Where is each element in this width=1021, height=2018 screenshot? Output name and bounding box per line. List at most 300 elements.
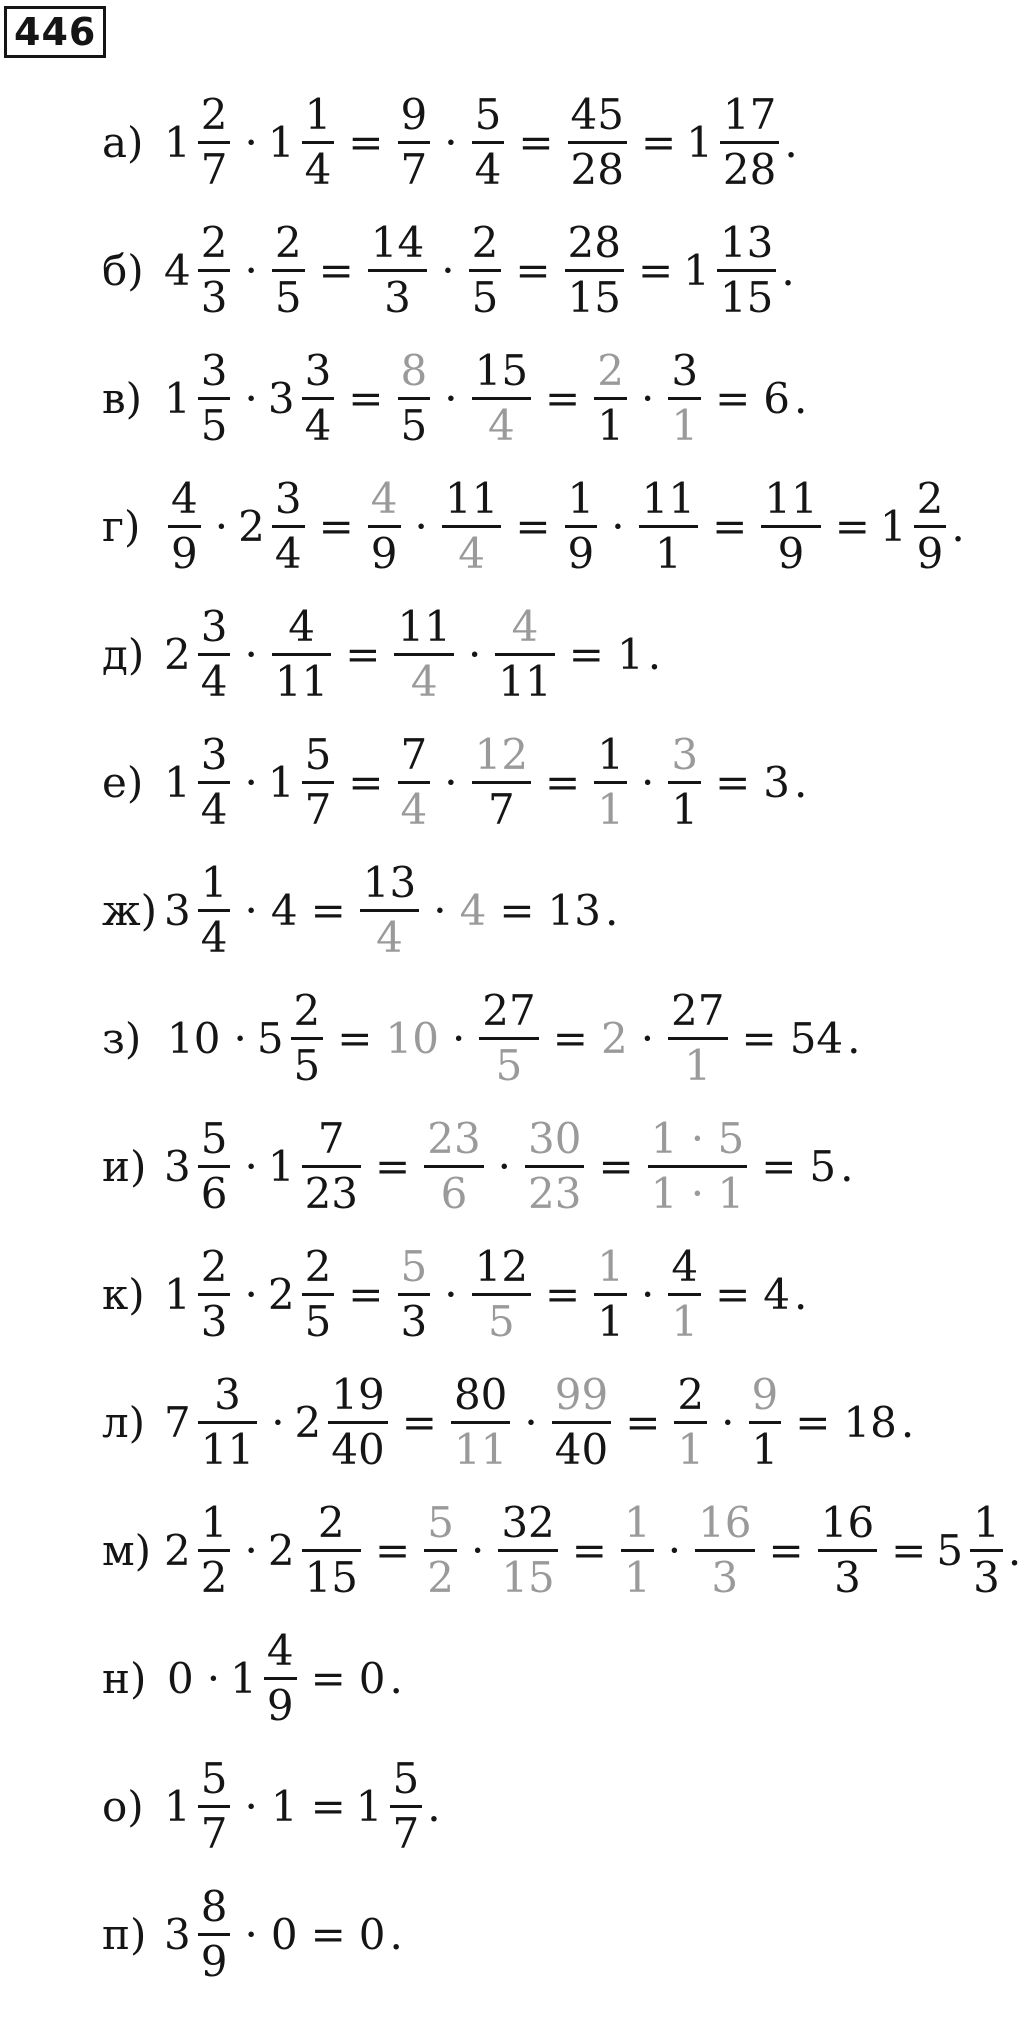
numerator: 5 (474, 90, 502, 140)
whole-part: 1 (164, 1781, 191, 1831)
fraction (525, 1115, 584, 1216)
fraction-part (198, 1883, 231, 1984)
whole-part: 2 (267, 1525, 295, 1575)
equals-sign: = (571, 1525, 607, 1575)
fraction-bar (472, 397, 531, 400)
fraction-part (198, 859, 231, 960)
fraction (272, 603, 331, 704)
numerator: 2 (200, 218, 228, 268)
equation-line (102, 1486, 1021, 1614)
mixed-number (164, 1115, 234, 1216)
whole-part: 2 (164, 629, 191, 679)
fraction-bar (424, 1165, 483, 1168)
fraction-bar (198, 1933, 231, 1936)
fraction (472, 347, 531, 448)
equals-sign: = (625, 1397, 661, 1447)
denominator: 1 · 1 (650, 1168, 745, 1218)
fraction (424, 1115, 483, 1216)
denominator: 3 (711, 1552, 739, 1602)
fraction (398, 731, 431, 832)
item-label: о) (102, 1781, 144, 1831)
numerator: 1 (304, 90, 332, 140)
equals-sign: = (515, 501, 551, 551)
equals-sign: = (741, 1013, 777, 1063)
multiply-sign: · (467, 629, 482, 679)
fraction (168, 475, 201, 576)
number: 4 (459, 885, 487, 935)
numerator: 9 (400, 90, 428, 140)
fraction (749, 1371, 782, 1472)
numerator: 3 (274, 474, 302, 524)
fraction-bar (472, 141, 505, 144)
number: 10 (167, 1013, 221, 1063)
fraction-bar (398, 781, 431, 784)
whole-part: 3 (164, 1909, 191, 1959)
numerator: 13 (362, 858, 417, 908)
multiply-sign: · (721, 1397, 735, 1447)
fraction (552, 1371, 611, 1472)
fraction-part (198, 731, 231, 832)
denominator: 1 (597, 400, 624, 450)
multiply-sign: · (244, 757, 258, 807)
fraction-bar (668, 1037, 727, 1040)
mixed-number (268, 347, 338, 448)
whole-part: 3 (267, 373, 295, 423)
denominator: 4 (474, 144, 502, 194)
denominator: 4 (487, 400, 515, 450)
numerator: 23 (427, 1114, 481, 1164)
equals-sign: = (834, 501, 870, 551)
equation-line (102, 78, 952, 206)
mixed-number (686, 91, 783, 192)
solution-lines (102, 78, 1021, 1998)
equals-sign: = (518, 117, 554, 167)
denominator: 9 (200, 1936, 228, 1986)
fraction (668, 731, 701, 832)
mixed-number (164, 1243, 234, 1344)
numerator: 27 (482, 986, 536, 1036)
denominator: 11 (453, 1424, 508, 1474)
denominator: 1 (684, 1040, 712, 1090)
equation (164, 987, 861, 1088)
fraction-part (198, 1755, 231, 1856)
fraction-bar (668, 1293, 701, 1296)
fraction (398, 1243, 431, 1344)
fraction-bar (495, 653, 554, 656)
multiply-sign: · (244, 1269, 258, 1319)
whole-part: 1 (267, 757, 295, 807)
numerator: 8 (400, 346, 428, 396)
fraction (639, 475, 698, 576)
denominator: 4 (458, 528, 485, 578)
denominator: 3 (973, 1552, 1000, 1602)
fraction-bar (720, 141, 779, 144)
multiply-sign: · (244, 1141, 258, 1191)
equation (164, 1371, 914, 1472)
mixed-number (164, 1371, 261, 1472)
item-label: з) (102, 1013, 142, 1063)
whole-part: 5 (936, 1525, 964, 1575)
mixed-number (164, 1755, 234, 1856)
denominator: 7 (200, 1808, 228, 1858)
fraction (469, 219, 502, 320)
equation-line (102, 1358, 952, 1486)
numerator: 28 (567, 218, 621, 268)
numerator: 1 (200, 858, 228, 908)
mixed-number (295, 1371, 392, 1472)
number: 0 (270, 1909, 298, 1959)
denominator: 28 (570, 144, 624, 194)
denominator: 5 (200, 400, 228, 450)
denominator: 4 (400, 784, 428, 834)
denominator: 1 (671, 1296, 699, 1346)
fraction-bar (469, 269, 502, 272)
fraction-bar (198, 909, 231, 912)
fraction-bar (498, 1549, 557, 1552)
fraction-part (291, 987, 324, 1088)
numerator: 1 (597, 1242, 624, 1292)
multiply-sign: · (244, 245, 258, 295)
item-label: б) (102, 245, 144, 295)
denominator: 5 (304, 1296, 332, 1346)
numerator: 12 (474, 1242, 529, 1292)
equals-sign: = (375, 1141, 411, 1191)
fraction-bar (565, 269, 624, 272)
numerator: 4 (171, 474, 198, 524)
number: 10 (385, 1013, 439, 1063)
item-label: е) (102, 757, 144, 807)
period: . (794, 373, 808, 423)
number: 0 (167, 1653, 194, 1703)
equals-sign: = (545, 757, 581, 807)
denominator: 1 (597, 1296, 624, 1346)
numerator: 2 (304, 1242, 332, 1292)
multiply-sign: · (611, 501, 625, 551)
numerator: 11 (641, 474, 696, 524)
fraction-bar (594, 397, 627, 400)
whole-part: 1 (267, 117, 295, 167)
fraction-bar (198, 1293, 231, 1296)
numerator: 1 (597, 730, 624, 780)
fraction-bar (565, 525, 598, 528)
numerator: 5 (427, 1498, 454, 1548)
equation (164, 731, 807, 832)
numerator: 3 (671, 730, 699, 780)
denominator: 1 (671, 784, 699, 834)
mixed-number (164, 347, 234, 448)
equals-sign: = (545, 1269, 581, 1319)
equation (164, 347, 807, 448)
numerator: 4 (370, 474, 398, 524)
multiply-sign: · (497, 1141, 512, 1191)
numerator: 19 (331, 1370, 385, 1420)
fraction-bar (264, 1677, 297, 1680)
numerator: 32 (501, 1498, 555, 1548)
fraction (368, 219, 427, 320)
multiply-sign: · (470, 1525, 485, 1575)
fraction-part (302, 731, 335, 832)
equation-line (102, 334, 952, 462)
numerator: 4 (671, 1242, 699, 1292)
fraction-bar (717, 269, 776, 272)
equation (164, 475, 965, 576)
mixed-number (164, 1499, 234, 1600)
item-label: п) (102, 1909, 147, 1959)
fraction-bar (442, 525, 501, 528)
whole-part: 2 (294, 1397, 322, 1447)
fraction (594, 1243, 627, 1344)
whole-part: 3 (164, 1141, 191, 1191)
denominator: 1 (677, 1424, 705, 1474)
period: . (794, 1269, 808, 1319)
multiply-sign: · (667, 1525, 682, 1575)
equation (164, 1243, 807, 1344)
equals-sign: = (310, 1653, 346, 1703)
fraction-bar (360, 909, 419, 912)
equals-sign: = (768, 1525, 804, 1575)
numerator: 5 (400, 1242, 428, 1292)
fraction-bar (198, 1549, 231, 1552)
denominator: 6 (440, 1168, 468, 1218)
mixed-number (268, 1243, 338, 1344)
denominator: 2 (200, 1552, 228, 1602)
denominator: 28 (722, 144, 777, 194)
mixed-number (164, 219, 234, 320)
mixed-number (164, 859, 234, 960)
denominator: 1 (751, 1424, 779, 1474)
fraction-bar (198, 1165, 231, 1168)
fraction (272, 219, 305, 320)
equals-sign: = (345, 629, 381, 679)
number: 4 (763, 1269, 791, 1319)
multiply-sign: · (640, 1269, 655, 1319)
fraction-bar (168, 525, 201, 528)
item-label: д) (102, 629, 145, 679)
fraction-part (302, 1499, 361, 1600)
number: 0 (358, 1653, 386, 1703)
fraction-bar (424, 1549, 457, 1552)
numerator: 1 (567, 474, 595, 524)
fraction (442, 475, 501, 576)
numerator: 16 (698, 1498, 752, 1548)
numerator: 14 (370, 218, 425, 268)
fraction-bar (198, 141, 231, 144)
fraction (818, 1499, 877, 1600)
denominator: 5 (495, 1040, 523, 1090)
equals-sign: = (318, 501, 354, 551)
numerator: 11 (397, 602, 451, 652)
fraction-bar (394, 653, 453, 656)
fraction-bar (818, 1549, 877, 1552)
fraction (424, 1499, 457, 1600)
period: . (951, 501, 965, 551)
numerator: 2 (293, 986, 321, 1036)
denominator: 3 (834, 1552, 861, 1602)
period: . (647, 629, 662, 679)
fraction-bar (472, 781, 531, 784)
equation (164, 219, 795, 320)
multiply-sign: · (444, 1269, 458, 1319)
whole-part: 1 (683, 245, 710, 295)
equals-sign: = (715, 757, 751, 807)
numerator: 2 (471, 218, 499, 268)
multiply-sign: · (444, 757, 458, 807)
numerator: 45 (570, 90, 624, 140)
denominator: 7 (487, 784, 515, 834)
denominator: 3 (384, 272, 411, 322)
fraction-part (914, 475, 947, 576)
fraction-bar (594, 1293, 627, 1296)
whole-part: 1 (267, 1141, 295, 1191)
numerator: 4 (266, 1626, 294, 1676)
fraction-bar (198, 1421, 257, 1424)
denominator: 3 (200, 1296, 228, 1346)
equals-sign: = (640, 117, 677, 167)
denominator: 5 (274, 272, 302, 322)
numerator: 1 (973, 1498, 1000, 1548)
fraction-bar (914, 525, 947, 528)
denominator: 9 (370, 528, 398, 578)
equation-line (102, 206, 952, 334)
denominator: 4 (304, 144, 332, 194)
mixed-number (268, 1115, 365, 1216)
equals-sign: = (310, 1909, 346, 1959)
equals-sign: = (568, 629, 604, 679)
multiply-sign: · (244, 373, 258, 423)
numerator: 30 (528, 1114, 582, 1164)
fraction-bar (198, 269, 231, 272)
numerator: 15 (474, 346, 529, 396)
denominator: 3 (200, 272, 228, 322)
equation (164, 1627, 403, 1728)
fraction-bar (639, 525, 698, 528)
fraction (398, 91, 431, 192)
fraction-part (198, 1115, 231, 1216)
denominator: 9 (916, 528, 944, 578)
fraction (498, 1499, 557, 1600)
fraction-bar (594, 781, 627, 784)
item-label: и) (102, 1141, 147, 1191)
denominator: 7 (400, 144, 428, 194)
period: . (389, 1653, 403, 1703)
period: . (389, 1909, 403, 1959)
equation (164, 1883, 403, 1984)
equals-sign: = (637, 245, 674, 295)
denominator: 23 (528, 1168, 582, 1218)
fraction-bar (668, 781, 701, 784)
denominator: 15 (304, 1552, 359, 1602)
denominator: 15 (567, 272, 621, 322)
fraction-part (302, 1243, 335, 1344)
fraction-bar (451, 1421, 510, 1424)
fraction-part (264, 1627, 297, 1728)
numerator: 3 (200, 730, 228, 780)
denominator: 3 (400, 1296, 428, 1346)
numerator: 11 (764, 474, 818, 524)
numerator: 3 (200, 346, 228, 396)
fraction-part (717, 219, 776, 320)
denominator: 40 (331, 1424, 385, 1474)
fraction-part (390, 1755, 423, 1856)
fraction-part (970, 1499, 1003, 1600)
period: . (781, 245, 795, 295)
numerator: 9 (751, 1370, 779, 1420)
equation-line (102, 718, 952, 846)
fraction-bar (390, 1805, 423, 1808)
fraction (368, 475, 401, 576)
fraction (621, 1499, 654, 1600)
fraction-bar (291, 1037, 324, 1040)
multiply-sign: · (433, 885, 447, 935)
fraction-bar (970, 1549, 1003, 1552)
item-label: г) (102, 501, 141, 551)
multiply-sign: · (444, 117, 458, 167)
multiply-sign: · (206, 1653, 221, 1703)
fraction-bar (272, 269, 305, 272)
numerator: 3 (200, 602, 228, 652)
fraction-bar (368, 525, 401, 528)
fraction-bar (479, 1037, 538, 1040)
fraction (472, 91, 505, 192)
fraction-part (272, 475, 305, 576)
whole-part: 2 (267, 1269, 295, 1319)
fraction-bar (621, 1549, 654, 1552)
numerator: 5 (200, 1754, 228, 1804)
mixed-number (230, 1627, 300, 1728)
denominator: 9 (567, 528, 595, 578)
mixed-number (164, 603, 234, 704)
whole-part: 1 (686, 117, 713, 167)
denominator: 5 (487, 1296, 515, 1346)
fraction (648, 1115, 748, 1216)
fraction-part (302, 91, 335, 192)
fraction (668, 987, 727, 1088)
multiply-sign: · (233, 1013, 247, 1063)
fraction-part (198, 603, 231, 704)
number: 13 (547, 885, 601, 935)
mixed-number (257, 987, 327, 1088)
fraction-bar (198, 1805, 231, 1808)
item-label: н) (102, 1653, 147, 1703)
denominator: 15 (719, 272, 774, 322)
equals-sign: = (318, 245, 354, 295)
numerator: 1 (623, 1498, 651, 1548)
period: . (840, 1141, 854, 1191)
number: 54 (789, 1013, 844, 1063)
fraction-bar (198, 653, 231, 656)
multiply-sign: · (244, 885, 258, 935)
denominator: 1 (654, 528, 682, 578)
fraction (495, 603, 554, 704)
fraction-bar (302, 1293, 335, 1296)
mixed-number (880, 475, 950, 576)
whole-part: 2 (164, 1525, 191, 1575)
numerator: 3 (304, 346, 332, 396)
fraction (360, 859, 419, 960)
equals-sign: = (499, 885, 535, 935)
denominator: 11 (200, 1424, 255, 1474)
denominator: 40 (554, 1424, 609, 1474)
fraction-bar (328, 1421, 387, 1424)
mixed-number (936, 1499, 1006, 1600)
denominator: 4 (200, 784, 228, 834)
numerator: 2 (677, 1370, 705, 1420)
fraction-bar (749, 1421, 782, 1424)
equals-sign: = (310, 1781, 346, 1831)
multiply-sign: · (640, 373, 655, 423)
denominator: 4 (200, 912, 228, 962)
mixed-number (356, 1755, 426, 1856)
